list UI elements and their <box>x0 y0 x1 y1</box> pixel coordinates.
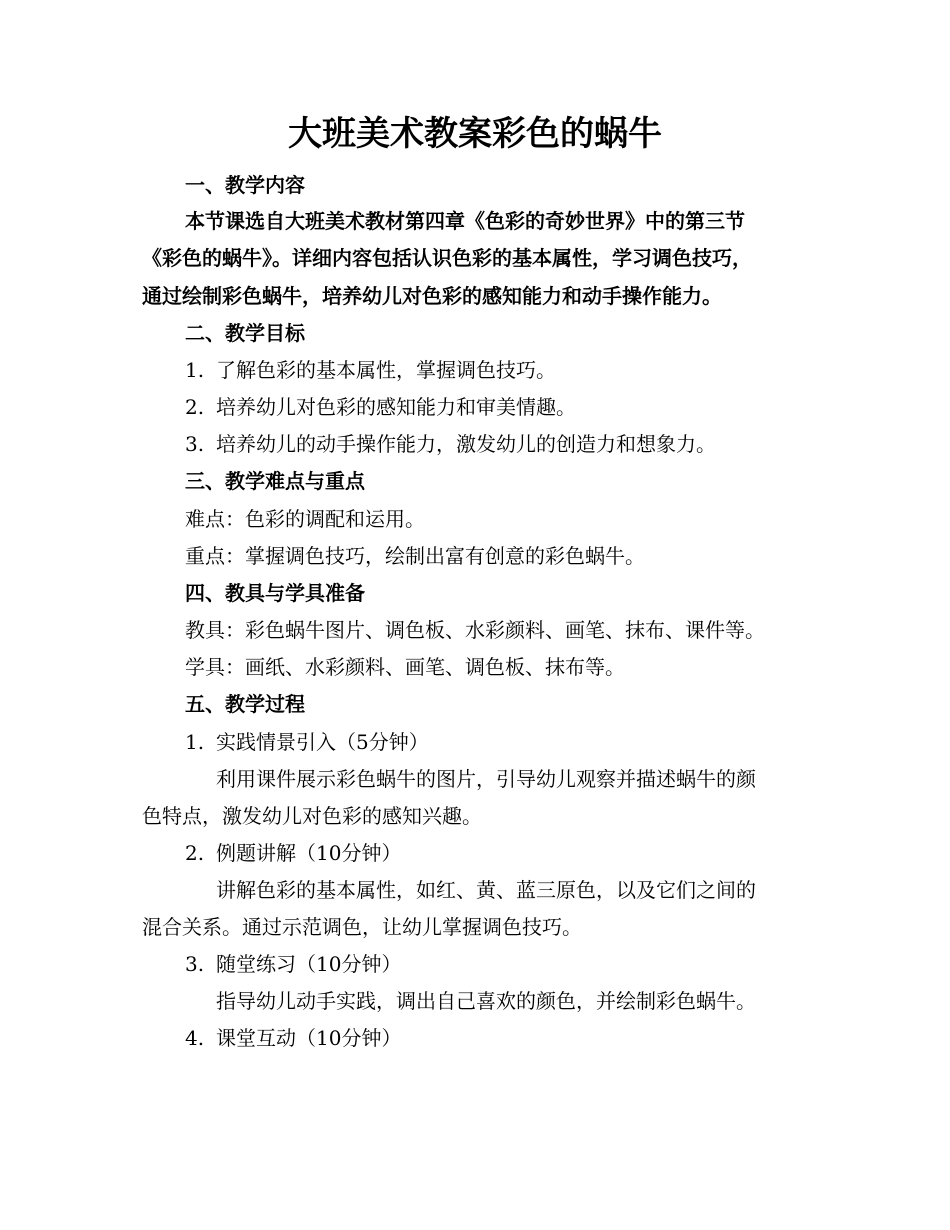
section-heading-goals: 二、教学目标 <box>185 321 305 345</box>
process-step-1 <box>185 727 865 757</box>
section-heading-process: 五、教学过程 <box>185 692 305 716</box>
goal-item-number: 2. <box>185 395 205 419</box>
content-paragraph-line-3: 通过绘制彩色蜗牛，培养幼儿对色彩的感知能力和动手操作能力。 <box>142 284 722 308</box>
step-1-text-line-2: 色特点，激发幼儿对色彩的感知兴趣。 <box>142 804 482 828</box>
step-label: 实践情景引入（5分钟） <box>216 730 429 754</box>
goal-item-text: 培养幼儿的动手操作能力，激发幼儿的创造力和想象力。 <box>216 432 716 456</box>
document-title: 大班美术教案彩色的蜗牛 <box>288 114 662 154</box>
student-materials-line: 学具：画纸、水彩颜料、画笔、调色板、抹布等。 <box>185 655 625 679</box>
process-step-2 <box>185 838 865 868</box>
step-1-text-line-1: 利用课件展示彩色蜗牛的图片，引导幼儿观察并描述蜗牛的颜 <box>216 767 756 791</box>
step-label: 随堂练习（10分钟） <box>216 952 402 976</box>
section-heading-content: 一、教学内容 <box>185 173 305 197</box>
section-heading-materials: 四、教具与学具准备 <box>185 581 365 605</box>
difficulty-line: 难点：色彩的调配和运用。 <box>185 507 425 531</box>
goal-item-1 <box>185 355 865 385</box>
goal-item-number: 1. <box>185 358 205 382</box>
step-2-text-line-2: 混合关系。通过示范调色，让幼儿掌握调色技巧。 <box>142 915 582 939</box>
step-number: 3. <box>185 952 205 976</box>
teacher-materials-line: 教具：彩色蜗牛图片、调色板、水彩颜料、画笔、抹布、课件等。 <box>185 618 765 642</box>
step-number: 1. <box>185 730 205 754</box>
process-step-3 <box>185 949 865 979</box>
process-step-4 <box>185 1023 865 1053</box>
goal-item-text: 了解色彩的基本属性，掌握调色技巧。 <box>216 358 556 382</box>
step-number: 4. <box>185 1026 205 1050</box>
section-heading-difficulty: 三、教学难点与重点 <box>185 469 365 493</box>
goal-item-2 <box>185 392 865 422</box>
step-2-text-line-1: 讲解色彩的基本属性，如红、黄、蓝三原色，以及它们之间的 <box>216 878 756 902</box>
step-number: 2. <box>185 841 205 865</box>
goal-item-number: 3. <box>185 432 205 456</box>
content-paragraph-line-2: 《彩色的蜗牛》。详细内容包括认识色彩的基本属性，学习调色技巧， <box>142 246 752 270</box>
content-paragraph-line-1: 本节课选自大班美术教材第四章《色彩的奇妙世界》中的第三节 <box>185 209 745 233</box>
step-label: 例题讲解（10分钟） <box>216 841 402 865</box>
step-label: 课堂互动（10分钟） <box>216 1026 402 1050</box>
goal-item-text: 培养幼儿对色彩的感知能力和审美情趣。 <box>216 395 576 419</box>
keypoint-line: 重点：掌握调色技巧，绘制出富有创意的彩色蜗牛。 <box>185 544 645 568</box>
step-3-text-line-1: 指导幼儿动手实践，调出自己喜欢的颜色，并绘制彩色蜗牛。 <box>216 989 756 1013</box>
goal-item-3 <box>185 429 865 459</box>
